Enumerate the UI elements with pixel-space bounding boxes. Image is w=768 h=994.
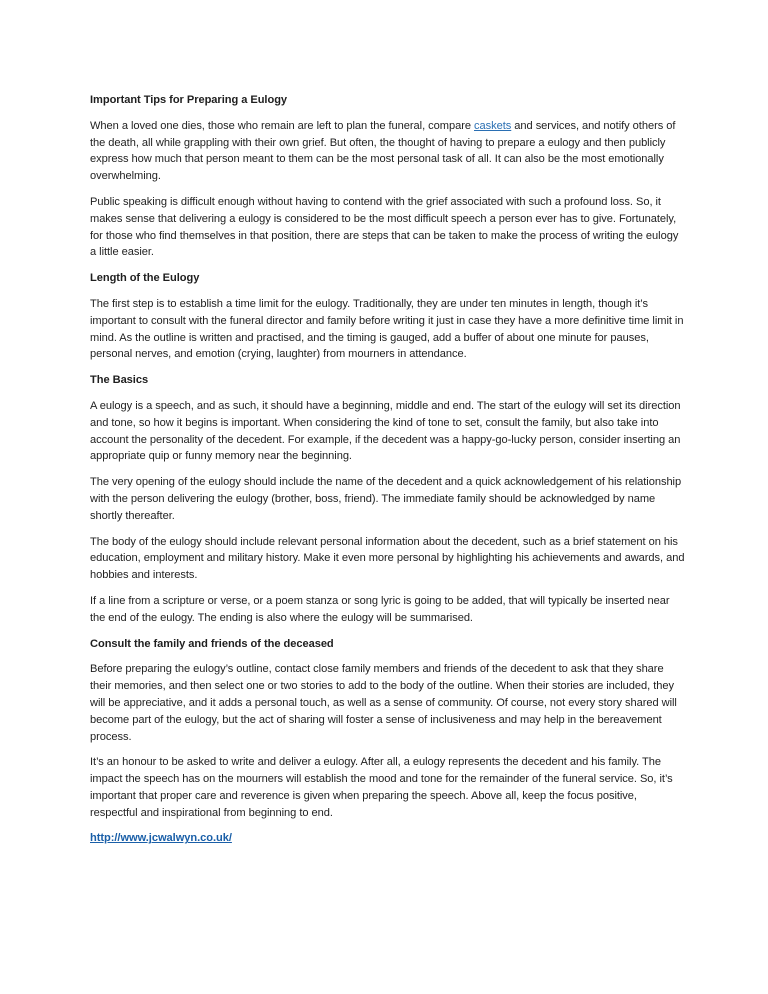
length-heading: Length of the Eulogy — [90, 272, 200, 285]
document-page — [90, 92, 686, 856]
caskets-link[interactable]: caskets — [474, 119, 512, 132]
intro-text-after: and services, and notify others of the death, all while grappling with their own grief. But often, the thought of having to prepare a eulogy and then publicly express how much that person meant to them can be the most personal task of all. It can also be the most emotionally overwhelming. — [90, 119, 676, 183]
basics-paragraph-3: The body of the eulogy should include relevant personal information about the decedent, such as a brief statement on his education, employment and military history. Make it even more personal by highlighting his achievements and awards, and hobbies and interests. — [90, 535, 685, 582]
intro-text-before: When a loved one dies, those who remain are left to plan the funeral, compare — [90, 119, 474, 132]
website-link[interactable]: http://www.jcwalwyn.co.uk/ — [90, 832, 232, 845]
length-paragraph: The first step is to establish a time limit for the eulogy. Traditionally, they are under ten minutes in length, though it’s important to consult with the funeral director and family before writing it just in case they have a more definitive time limit in mind. As the outline is written and practised, and the timing is gauged, add a buffer of about one minute for pauses, personal nerves, and emotion (crying, laughter) from mourners in attendance. — [90, 297, 684, 361]
basics-heading: The Basics — [90, 374, 149, 387]
public-speaking-paragraph: Public speaking is difficult enough without having to contend with the grief associated with such a profound loss. So, it makes sense that delivering a eulogy is considered to be the most difficult speech a person ever has to give. Fortunately, for those who find themselves in that position, there are steps that can be taken to make the process of writing the eulogy a little easier. — [90, 195, 679, 259]
consult-paragraph-1: Before preparing the eulogy’s outline, contact close family members and friends of the decedent to ask that they share their memories, and then select one or two stories to add to the body of the outline. When their stories are included, they will be appreciative, and it adds a personal touch, as well as a sense of community. Of course, not every story shared will become part of the eulogy, but the act of sharing will foster a sense of inclusiveness and may help in the bereavement process. — [90, 663, 677, 743]
basics-paragraph-4: If a line from a scripture or verse, or a poem stanza or song lyric is going to be added, that will typically be inserted near the end of the eulogy. The ending is also where the eulogy will be summarised. — [90, 594, 670, 624]
consult-heading: Consult the family and friends of the deceased — [90, 637, 334, 650]
basics-paragraph-2: The very opening of the eulogy should include the name of the decedent and a quick acknowledgement of his relationship with the person delivering the eulogy (brother, boss, friend). The immediate family should be acknowledged by name shortly thereafter. — [90, 476, 682, 522]
consult-paragraph-2: It’s an honour to be asked to write and deliver a eulogy. After all, a eulogy represents the decedent and his family. The impact the speech has on the mourners will establish the mood and tone for the remainder of the funeral service. So, it’s important that proper care and reverence is given when preparing the speech. Above all, keep the focus positive, respectful and inspirational from beginning to end. — [90, 756, 673, 819]
document-title: Important Tips for Preparing a Eulogy — [90, 94, 288, 106]
url-paragraph — [90, 830, 686, 847]
basics-paragraph-1: A eulogy is a speech, and as such, it should have a beginning, middle and end. The start of the eulogy will set its direction and tone, so how it begins is important. When considering the kind of tone to set, consult the family, but also take into account the personality of the decedent. For example, if the decedent was a happy-go-lucky person, consider inserting an appropriate quip or funny memory near the beginning. — [90, 399, 681, 463]
intro-paragraph — [90, 118, 686, 185]
